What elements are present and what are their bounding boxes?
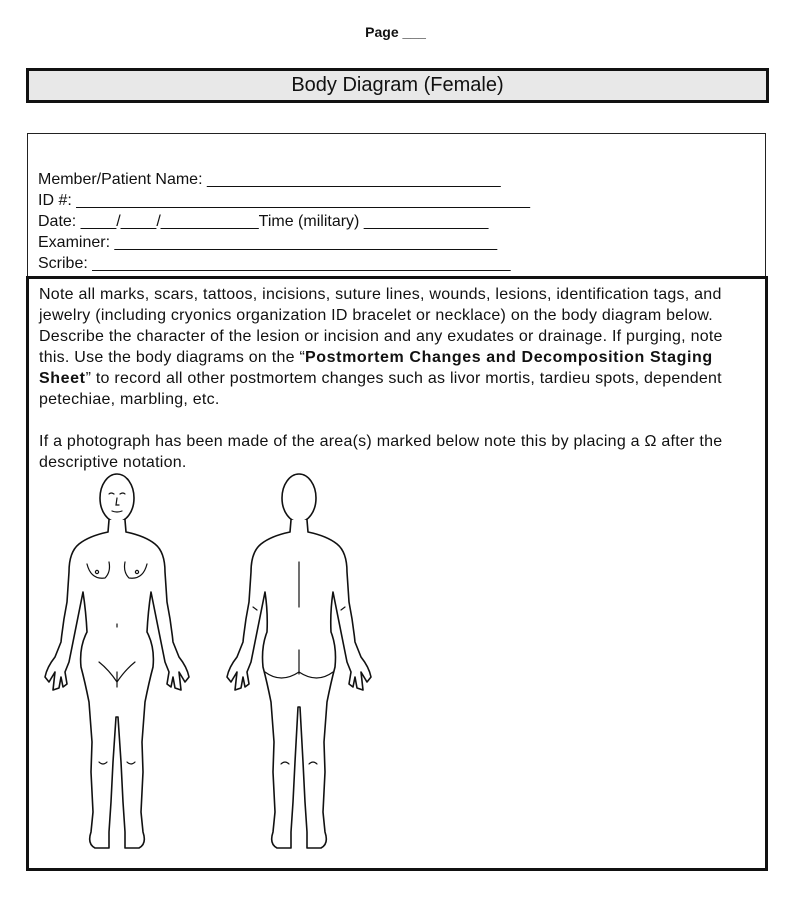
patient-info-section [27,133,766,277]
instructions-text [39,284,744,473]
photograph-instructions: If a photograph has been made of the area(s) marked below note this by placing a Ω after the descriptive notation. [39,433,723,471]
female-body-back-diagram[interactable] [221,472,391,864]
staging-sheet-reference: Postmortem Changes and Decomposition Staging Sheet [39,349,713,387]
instructions-part-b: ” to record all other postmortem changes such as livor mortis, tardieu spots, dependent petechiae, marbling, etc. [39,370,722,408]
instructions-paragraph-1 [39,284,744,410]
body-diagram-section [26,276,768,871]
scribe-field[interactable]: Scribe: _______________________________________________ [38,255,511,272]
page-number-label: Page ___ [365,24,426,40]
instructions-part-a: Note all marks, scars, tattoos, incisions, suture lines, wounds, lesions, identification tags, and jewelry (including cryonics organization ID bracelet or necklace) on the body diagram below. Describe the character of the lesion or incision and any exudates or drainage. If purging, note this. Use the body diagrams on the “ [39,286,723,366]
date-time-field[interactable]: Date: ____/____/___________Time (military) ______________ [38,213,489,230]
examiner-field[interactable]: Examiner: ___________________________________________ [38,234,498,251]
female-body-front-diagram[interactable] [39,472,209,864]
id-number-field[interactable]: ID #: ___________________________________________________ [38,192,531,209]
form-title: Body Diagram (Female) [26,68,769,103]
patient-name-field[interactable]: Member/Patient Name: _________________________________ [38,171,501,188]
